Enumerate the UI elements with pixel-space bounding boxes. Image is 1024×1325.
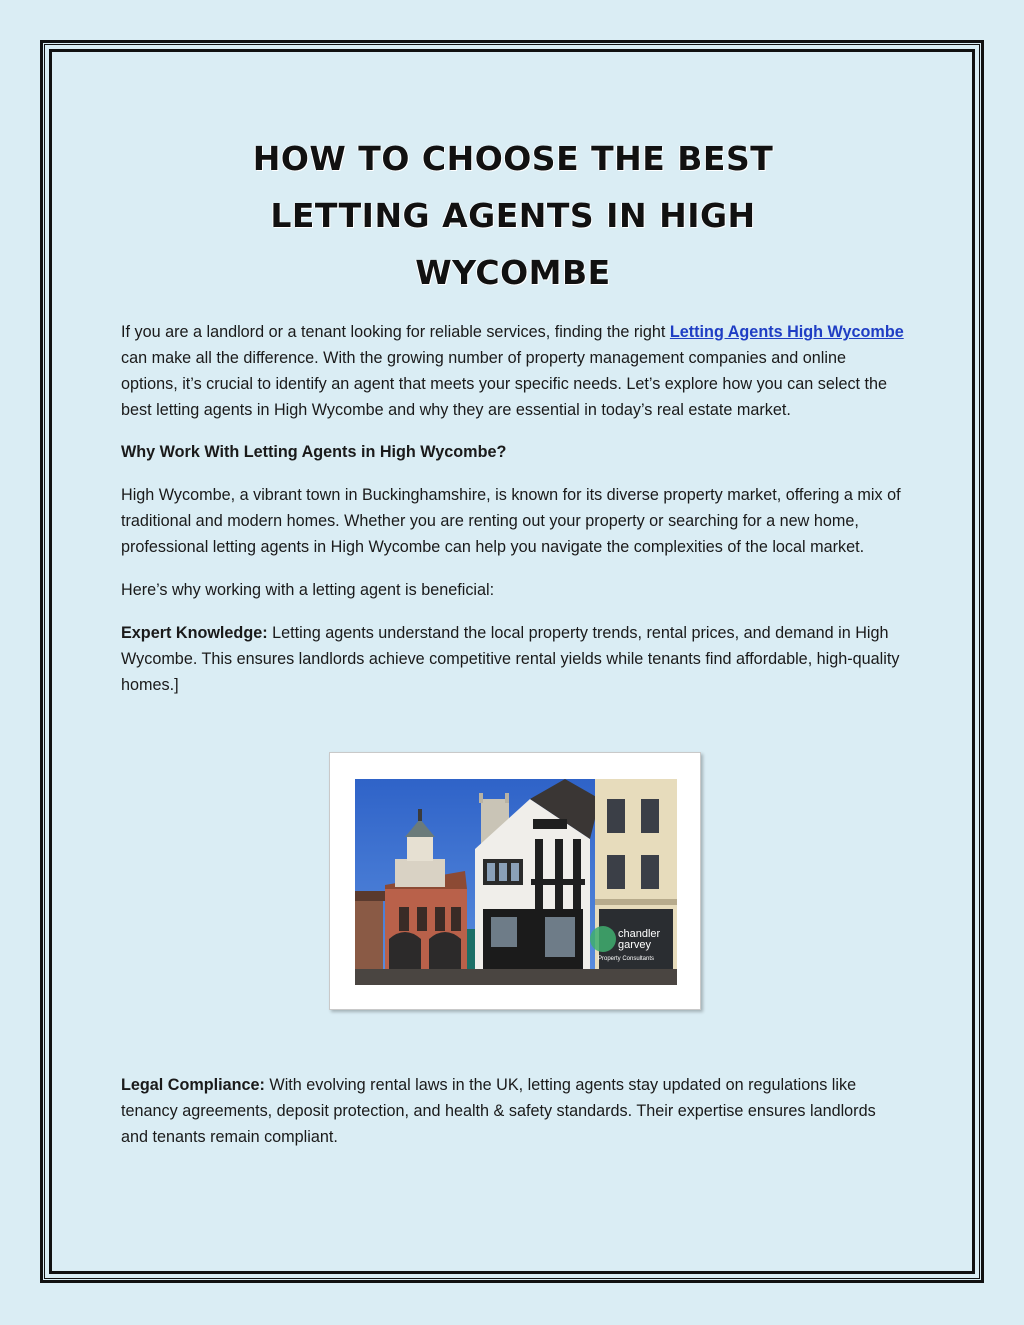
legal-compliance-section (121, 1072, 905, 1150)
expert-knowledge-label: Expert Knowledge: (121, 624, 268, 642)
article-body (121, 130, 905, 698)
intro-paragraph (121, 319, 905, 423)
paragraph-legal-compliance (121, 1072, 905, 1150)
svg-text:chandler: chandler (618, 928, 661, 940)
intro-text-start: If you are a landlord or a tenant looking for reliable services, finding the right (121, 323, 670, 341)
page-title: HOW TO CHOOSE THE BEST LETTING AGENTS IN HIGH WYCOMBE (252, 139, 774, 292)
legal-compliance-text: With evolving rental laws in the UK, letting agents stay updated on regulations like tenancy agreements, deposit protection, and health & safety standards. Their expertise ensures landlords and tenants remain compliant. (121, 1076, 876, 1146)
chandler-garvey-logo (590, 926, 661, 962)
paragraph-high-wycombe: High Wycombe, a vibrant town in Buckinghamshire, is known for its diverse property market, offering a mix of traditional and modern homes. Whether you are renting out your property or searching for a new home, professional letting agents in High Wycombe can help you navigate the complexities of the local market. (121, 486, 901, 556)
svg-text:garvey: garvey (618, 939, 652, 951)
high-wycombe-street-photo (355, 779, 677, 985)
intro-text-end: can make all the difference. With the growing number of property management companies and online options, it’s crucial to identify an agent that meets your specific needs. Let’s explore how you can select the best letting agents in High Wycombe and why they are essential in today’s real estate market. (121, 349, 888, 419)
paragraph-expert-knowledge (121, 620, 905, 698)
expert-knowledge-text: Letting agents understand the local property trends, rental prices, and demand in High Wycombe. This ensures landlords achieve competitive rental yields while tenants find affordable, high-quality homes.] (121, 624, 900, 694)
paragraph-benefits-intro: Here’s why working with a letting agent is beneficial: (121, 581, 495, 599)
letting-agents-link[interactable]: Letting Agents High Wycombe (669, 323, 904, 341)
svg-text:Property Consultants: Property Consultants (598, 956, 655, 962)
street-scene-illustration (355, 779, 677, 985)
legal-compliance-label: Legal Compliance: (121, 1076, 265, 1094)
section-heading: Why Work With Letting Agents in High Wycombe? (121, 443, 507, 461)
photo-frame (329, 752, 701, 1010)
